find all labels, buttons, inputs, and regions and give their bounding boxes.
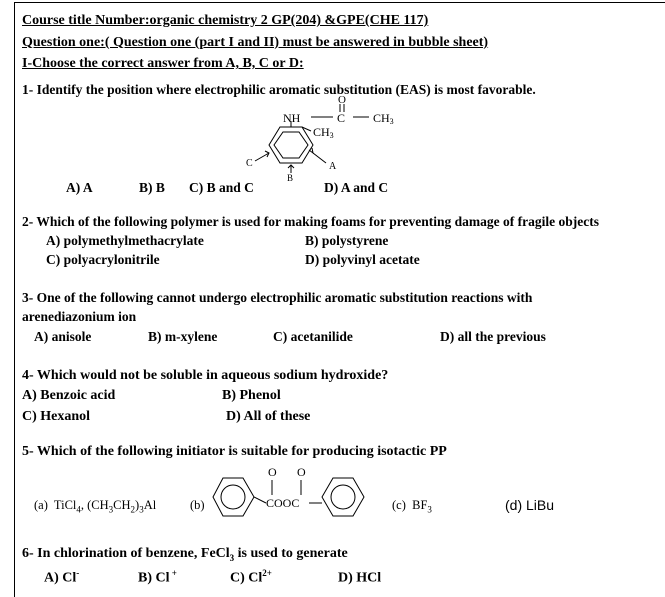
arrow-c <box>255 153 269 161</box>
q2-option-b: B) polystyrene <box>305 233 389 248</box>
q3-stem-line2: arenediazonium ion <box>22 309 137 324</box>
q5-option-d: (d) LiBu <box>505 497 555 513</box>
cooc-label: COOC <box>266 496 300 510</box>
q2-option-a: A) polymethylmethacrylate <box>46 233 204 248</box>
page-border-left <box>14 2 15 597</box>
q2-option-c: C) polyacrylonitrile <box>46 252 160 267</box>
q6-option-b: B) Cl + <box>138 568 177 586</box>
q4-option-d: D) All of these <box>226 409 311 424</box>
q4-option-c: C) Hexanol <box>22 409 91 424</box>
q4-option-b: B) Phenol <box>222 388 281 403</box>
q1-structure <box>225 94 425 183</box>
position-a-label: A <box>329 161 337 172</box>
left-ring-bond <box>254 497 266 503</box>
q3-stem-line1: 3- One of the following cannot undergo electrophilic aromatic substitution reactions with <box>22 290 533 305</box>
page-border-top <box>14 2 665 3</box>
course-title: Course title Number:organic chemistry 2 GP(204) &GPE(CHE 117) <box>22 13 429 28</box>
oxygen-2-label: O <box>297 465 306 479</box>
benzene-inner-ring <box>274 132 308 158</box>
q3-option-d: D) all the previous <box>440 329 546 344</box>
q6-option-c: C) $Cl^{2+}$ <box>230 568 272 586</box>
right-ring-circle <box>331 485 355 509</box>
position-b-label: B <box>287 173 294 183</box>
q3-option-a: A) anisole <box>34 329 92 344</box>
oxygen-label: O <box>338 94 346 106</box>
q2-option-d: D) polyvinyl acetate <box>305 252 420 267</box>
question-one-heading: Question one:( Question one (part I and II) must be answered in bubble sheet) <box>22 35 489 50</box>
q2-stem: 2- Which of the following polymer is used for making foams for preventing damage of fragile objects <box>22 214 599 229</box>
q5-option-c: (c) $BF_3$ <box>392 498 432 515</box>
q4-stem: 4- Which would not be soluble in aqueous sodium hydroxide? <box>22 368 389 383</box>
ch3-right-label: CH3 <box>373 111 394 126</box>
q1-option-d: D) A and C <box>324 180 389 195</box>
arrow-a <box>313 153 326 163</box>
left-benzene-ring <box>213 478 254 516</box>
q5-stem: 5- Which of the following initiator is suitable for producing isotactic PP <box>22 444 447 459</box>
q3-option-b: B) m-xylene <box>148 329 218 344</box>
part-one-instruction: I-Choose the correct answer from A, B, C or D: <box>22 56 304 71</box>
q4-option-a: A) Benzoic acid <box>22 388 116 403</box>
right-benzene-ring <box>322 478 364 516</box>
nh-label: NH <box>283 111 301 125</box>
oxygen-1-label: O <box>268 465 277 479</box>
ch3-ring-label: CH3 <box>313 125 334 140</box>
q6-option-d: D) HCl <box>338 570 382 586</box>
q1-option-a: A) A <box>66 180 93 195</box>
q5-option-a: (a) TiCl$_4$, $(CH_3CH_2)_3Al$ <box>34 498 157 515</box>
q5-option-b-label: (b) <box>190 498 205 512</box>
q1-option-b: B) B <box>139 180 165 195</box>
q1-option-c: C) B and C <box>189 180 254 195</box>
q6-option-a: A) Cl- <box>44 568 80 586</box>
left-ring-circle <box>221 485 245 509</box>
q6-stem: 6- In chlorination of benzene, FeCl$_3$ is used to generate <box>22 546 348 563</box>
q3-option-c: C) acetanilide <box>273 329 353 344</box>
carbonyl-c-label: C <box>337 111 346 125</box>
q1-stem: 1- Identify the position where electrophilic aromatic substitution (EAS) is most favorable. <box>22 82 536 97</box>
position-c-label: C <box>246 158 253 169</box>
benzoyl-peroxide-structure <box>210 462 370 528</box>
